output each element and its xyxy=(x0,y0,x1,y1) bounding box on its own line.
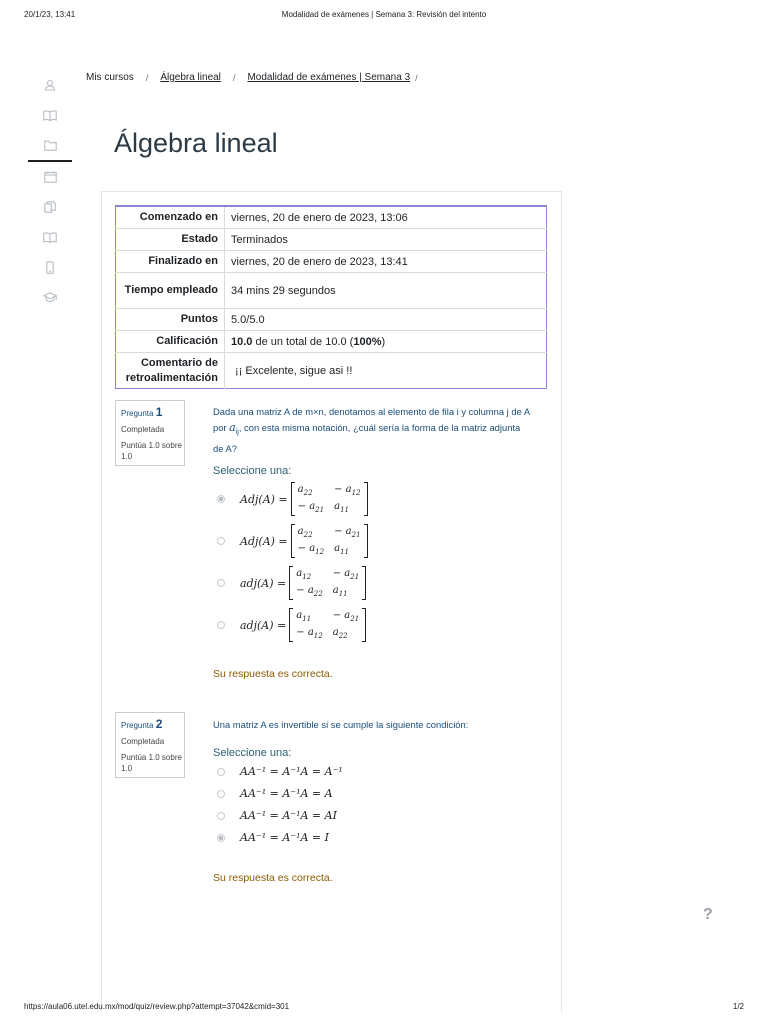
radio-button[interactable] xyxy=(217,579,225,587)
question-score: Puntúa 1.0 sobre 1.0 xyxy=(121,441,182,461)
radio-button[interactable] xyxy=(217,537,225,545)
question-2-text: Una matriz A es invertible si se cumple la siguiente condición: xyxy=(213,719,469,730)
radio-button[interactable] xyxy=(217,621,225,629)
radio-button[interactable] xyxy=(217,768,225,776)
question-label: Pregunta 2 xyxy=(121,717,163,731)
summary-value: Terminados xyxy=(225,229,547,251)
option-label: adj(A) = xyxy=(240,618,287,632)
summary-label: Tiempo empleado xyxy=(116,273,225,309)
question-score: Puntúa 1.0 sobre 1.0 xyxy=(121,753,182,773)
q1-option-2[interactable] xyxy=(217,524,368,558)
print-page-title: Modalidad de exámenes | Semana 3: Revisión del intento xyxy=(281,10,487,19)
radio-button[interactable] xyxy=(217,834,225,842)
breadcrumb-separator: / xyxy=(415,72,418,83)
matrix: $a_{22}$ − $a_{21}$ − $a_{12}$ $a_{11}$ xyxy=(291,524,368,558)
q2-option-1[interactable] xyxy=(217,765,343,778)
summary-label: Puntos xyxy=(116,309,225,331)
summary-value: 5.0/5.0 xyxy=(225,309,547,331)
matrix: $a_{12}$ − $a_{21}$ − $a_{22}$ $a_{11}$ xyxy=(289,566,366,600)
page-title: Álgebra lineal xyxy=(114,128,278,158)
option-label: Adj(A) = xyxy=(240,534,288,548)
breadcrumb-course[interactable]: Álgebra lineal xyxy=(160,72,221,83)
summary-value: 34 mins 29 segundos xyxy=(225,273,547,309)
print-header xyxy=(0,10,768,24)
option-label: Adj(A) = xyxy=(240,492,288,506)
question-number: 1 xyxy=(155,405,163,419)
breadcrumb xyxy=(86,72,430,83)
math-sub: ij xyxy=(235,428,239,436)
calendar-icon[interactable] xyxy=(28,162,72,192)
question-2-info xyxy=(115,712,185,778)
user-icon[interactable] xyxy=(28,70,72,100)
option-equation: AA⁻¹ = A⁻¹A = AI xyxy=(240,809,337,822)
radio-button[interactable] xyxy=(217,790,225,798)
matrix: $a_{11}$ − $a_{21}$ − $a_{12}$ $a_{22}$ xyxy=(289,608,366,642)
library-icon[interactable] xyxy=(28,222,72,252)
book-icon[interactable] xyxy=(28,100,72,130)
breadcrumb-separator: / xyxy=(232,72,236,83)
summary-label: Finalizado en xyxy=(116,251,225,273)
summary-value: viernes, 20 de enero de 2023, 13:41 xyxy=(225,251,547,273)
grade-score: 10.0 xyxy=(231,335,253,348)
summary-label: Comenzado en xyxy=(116,206,225,229)
grade-close: ) xyxy=(381,335,386,348)
mobile-icon[interactable] xyxy=(28,252,72,282)
matrix: $a_{22}$ − $a_{12}$ − $a_{21}$ $a_{11}$ xyxy=(291,482,368,516)
grade-value xyxy=(225,331,547,353)
grade-percent: 100% xyxy=(353,335,382,348)
q2-option-2[interactable] xyxy=(217,787,333,800)
question-2-prompt: Seleccione una: xyxy=(213,747,292,759)
print-url: https://aula06.utel.edu.mx/mod/quiz/review.php?attempt=37042&cmid=301 xyxy=(24,1002,290,1011)
q1-option-1[interactable] xyxy=(217,482,368,516)
feedback-comment: ¡¡ Excelente, sigue asi !! xyxy=(225,353,547,389)
q2-option-4[interactable] xyxy=(217,831,329,844)
option-equation: AA⁻¹ = A⁻¹A = I xyxy=(240,831,329,844)
question-1-prompt: Seleccione una: xyxy=(213,465,292,477)
folder-icon[interactable] xyxy=(28,130,72,162)
summary-value: viernes, 20 de enero de 2023, 13:06 xyxy=(231,211,408,224)
q1-option-3[interactable] xyxy=(217,566,366,600)
grade-text: de un total de 10.0 ( xyxy=(252,335,354,348)
question-1-feedback: Su respuesta es correcta. xyxy=(213,668,333,680)
question-2-feedback: Su respuesta es correcta. xyxy=(213,872,333,884)
graduation-icon[interactable] xyxy=(28,282,72,312)
summary-label: Calificación xyxy=(116,331,225,353)
summary-label: Estado xyxy=(116,229,225,251)
left-sidebar xyxy=(28,70,72,312)
breadcrumb-separator: / xyxy=(145,72,149,83)
option-label: adj(A) = xyxy=(240,576,287,590)
question-1-text: Dada una matriz A de m×n, denotamos al elemento de fila i y columna j de A por $a_{ij}$, con esta misma notación, ¿cuál sería la forma de la matriz adjunta de A? xyxy=(213,406,530,454)
print-datetime: 20/1/23, 13:41 xyxy=(24,10,76,19)
question-number: 2 xyxy=(155,717,163,731)
files-icon[interactable] xyxy=(28,192,72,222)
option-equation: AA⁻¹ = A⁻¹A = A⁻¹ xyxy=(240,765,343,778)
math-var: a xyxy=(229,421,236,434)
help-button[interactable]: ? xyxy=(703,906,713,923)
question-status: Completada xyxy=(121,425,165,434)
radio-button[interactable] xyxy=(217,812,225,820)
option-equation: AA⁻¹ = A⁻¹A = A xyxy=(240,787,333,800)
q1-option-4[interactable] xyxy=(217,608,366,642)
breadcrumb-my-courses[interactable]: Mis cursos xyxy=(86,72,134,83)
summary-label: Comentario de retroalimentación xyxy=(116,353,225,389)
print-page-number: 1/2 xyxy=(732,1002,744,1011)
question-status: Completada xyxy=(121,737,165,746)
question-label: Pregunta 1 xyxy=(121,405,163,419)
breadcrumb-quiz[interactable]: Modalidad de exámenes | Semana 3 xyxy=(247,72,411,83)
attempt-summary-table xyxy=(115,205,547,389)
question-1-info xyxy=(115,400,185,466)
q2-option-3[interactable] xyxy=(217,809,337,822)
radio-button[interactable] xyxy=(217,495,225,503)
